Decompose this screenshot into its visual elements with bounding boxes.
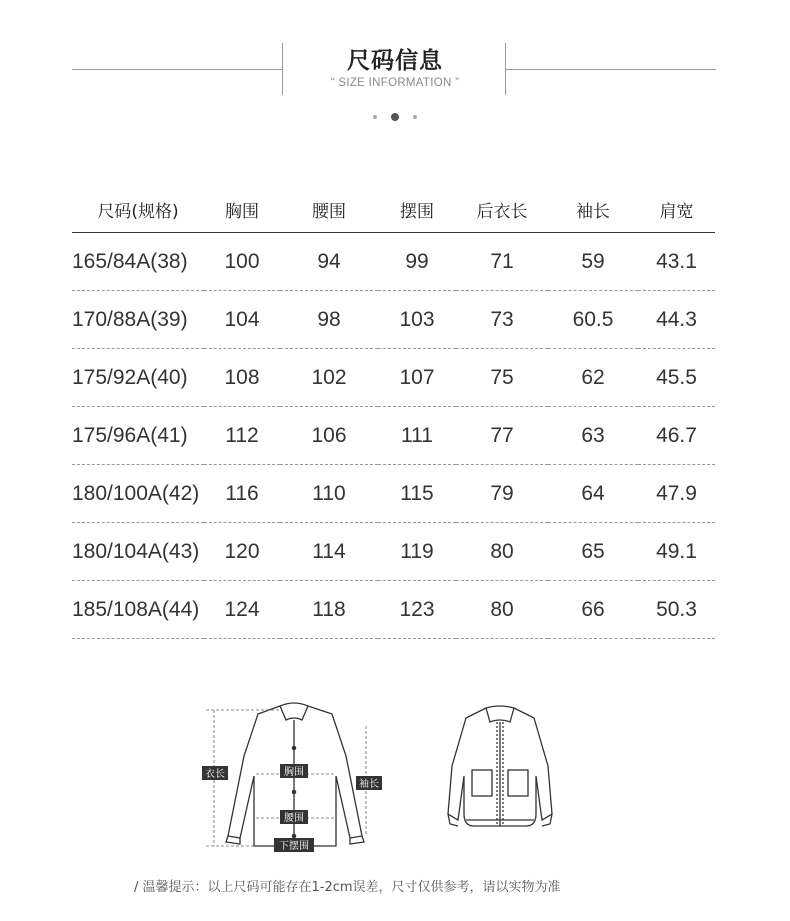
cell-size: 185/108A(44) (72, 581, 204, 639)
cell-waist: 114 (280, 523, 378, 581)
cell-hem: 103 (378, 291, 456, 349)
cell-hem: 111 (378, 407, 456, 465)
col-header-shoulder: 肩宽 (638, 186, 715, 233)
cell-back-length: 80 (456, 581, 548, 639)
cell-back-length: 73 (456, 291, 548, 349)
cell-hem: 123 (378, 581, 456, 639)
measure-labels (202, 764, 382, 852)
table-row (72, 523, 715, 581)
cell-chest: 120 (204, 523, 280, 581)
garment-illustrations (196, 696, 596, 856)
col-header-sleeve: 袖长 (548, 186, 638, 233)
cell-shoulder: 49.1 (638, 523, 715, 581)
cell-waist: 118 (280, 581, 378, 639)
cell-chest: 100 (204, 233, 280, 291)
cell-sleeve: 65 (548, 523, 638, 581)
cell-shoulder: 46.7 (638, 407, 715, 465)
col-header-chest: 胸围 (204, 186, 280, 233)
cell-waist: 94 (280, 233, 378, 291)
cell-hem: 119 (378, 523, 456, 581)
cell-sleeve: 60.5 (548, 291, 638, 349)
table-row (72, 233, 715, 291)
cell-shoulder: 50.3 (638, 581, 715, 639)
cell-waist: 106 (280, 407, 378, 465)
jacket-icon (448, 706, 552, 826)
cell-sleeve: 62 (548, 349, 638, 407)
table-row (72, 581, 715, 639)
cell-waist: 98 (280, 291, 378, 349)
pager-dot (413, 115, 417, 119)
col-header-hem: 摆围 (378, 186, 456, 233)
cell-sleeve: 64 (548, 465, 638, 523)
cell-hem: 107 (378, 349, 456, 407)
pager-dot-active (391, 113, 399, 121)
pager-dot (373, 115, 377, 119)
label-chest: 胸围 (284, 767, 304, 778)
label-hem: 下摆围 (279, 841, 309, 852)
table-row (72, 291, 715, 349)
cell-size: 180/100A(42) (72, 465, 204, 523)
table-row (72, 349, 715, 407)
cell-shoulder: 47.9 (638, 465, 715, 523)
col-header-back-length: 后衣长 (456, 186, 548, 233)
cell-chest: 124 (204, 581, 280, 639)
cell-shoulder: 45.5 (638, 349, 715, 407)
cell-back-length: 79 (456, 465, 548, 523)
pager-dots (0, 106, 790, 125)
page-title: 尺码信息 (347, 48, 443, 74)
cell-back-length: 75 (456, 349, 548, 407)
label-length: 衣长 (205, 769, 225, 780)
cell-shoulder: 43.1 (638, 233, 715, 291)
cell-hem: 115 (378, 465, 456, 523)
page-subtitle: “ SIZE INFORMATION ” (330, 77, 460, 89)
cell-chest: 112 (204, 407, 280, 465)
cell-sleeve: 66 (548, 581, 638, 639)
cell-sleeve: 63 (548, 407, 638, 465)
cell-size: 175/92A(40) (72, 349, 204, 407)
table-row (72, 407, 715, 465)
cell-hem: 99 (378, 233, 456, 291)
cell-size: 170/88A(39) (72, 291, 204, 349)
col-header-size: 尺码(规格) (72, 186, 204, 233)
table-row (72, 465, 715, 523)
cell-chest: 116 (204, 465, 280, 523)
table-header-row (72, 186, 715, 233)
col-header-waist: 腰围 (280, 186, 378, 233)
cell-size: 165/84A(38) (72, 233, 204, 291)
cell-back-length: 71 (456, 233, 548, 291)
label-waist: 腰围 (284, 813, 304, 824)
cell-chest: 108 (204, 349, 280, 407)
cell-size: 175/96A(41) (72, 407, 204, 465)
cell-back-length: 77 (456, 407, 548, 465)
cell-waist: 110 (280, 465, 378, 523)
cell-waist: 102 (280, 349, 378, 407)
cell-chest: 104 (204, 291, 280, 349)
size-disclaimer-note: / 温馨提示：以上尺码可能存在1-2cm误差，尺寸仅供参考，请以实物为准 (134, 880, 561, 895)
cell-shoulder: 44.3 (638, 291, 715, 349)
cell-back-length: 80 (456, 523, 548, 581)
label-sleeve: 袖长 (359, 779, 379, 790)
cell-size: 180/104A(43) (72, 523, 204, 581)
cell-sleeve: 59 (548, 233, 638, 291)
size-table (72, 186, 715, 639)
